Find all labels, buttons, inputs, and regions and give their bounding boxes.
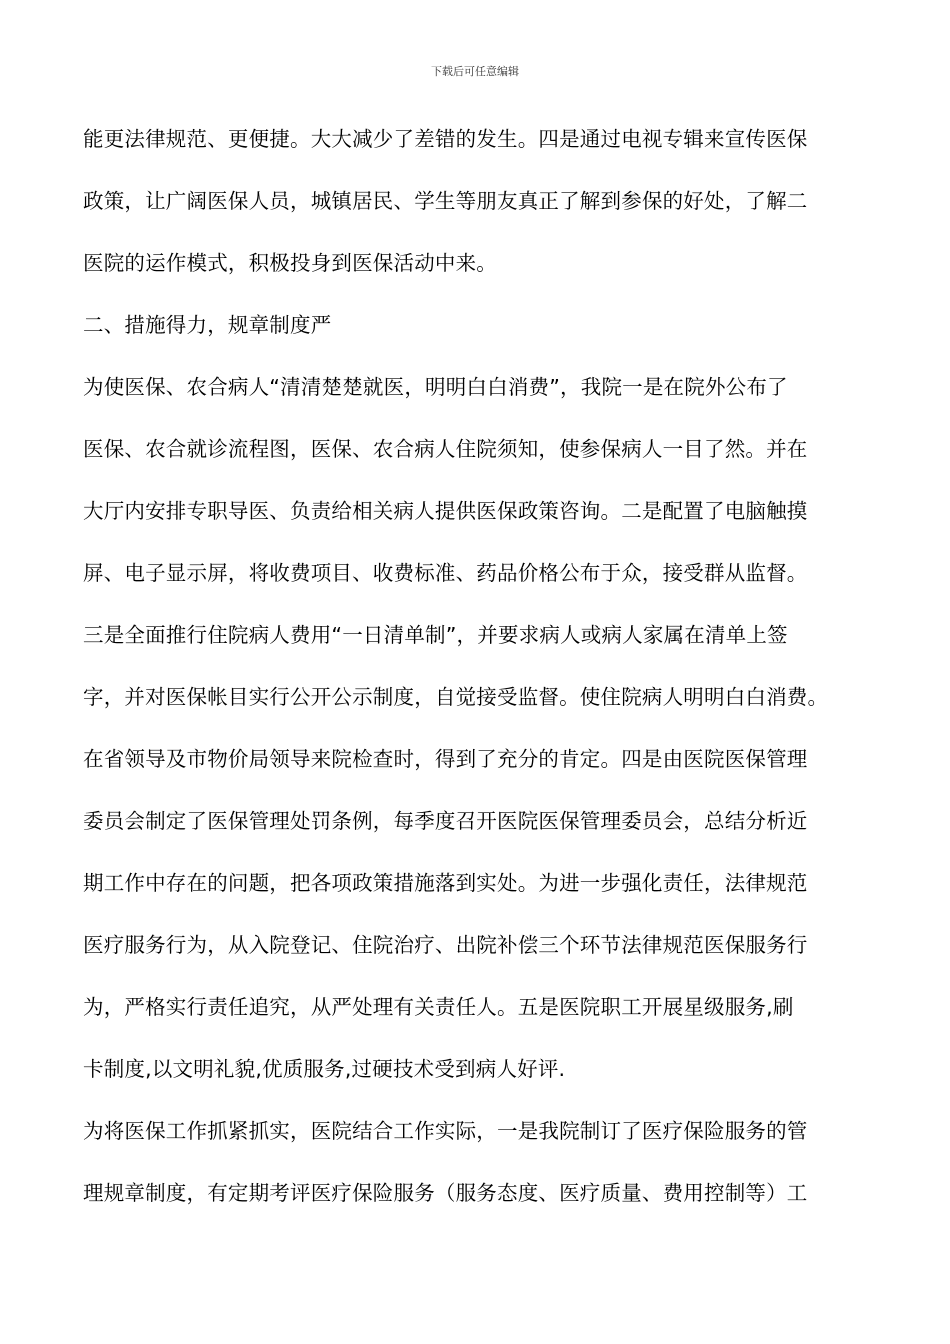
text-line: 能更法律规范、更便捷。大大减少了差错的发生。四是通过电视专辑来宣传医保 [83, 127, 808, 151]
text-line: 政策，让广阔医保人员，城镇居民、学生等朋友真正了解到参保的好处，了解二 [83, 189, 808, 213]
text-line: 三是全面推行住院病人费用“一日清单制”，并要求病人或病人家属在清单上签 [83, 623, 788, 647]
page-header: 下载后可任意编辑 [431, 65, 519, 78]
text-line: 大厅内安排专职导医、负责给相关病人提供医保政策咨询。二是配置了电脑触摸 [83, 499, 808, 523]
text-line: 为将医保工作抓紧抓实，医院结合工作实际，一是我院制订了医疗保险服务的管 [83, 1119, 808, 1143]
text-line: 屏、电子显示屏，将收费项目、收费标准、药品价格公布于众，接受群从监督。 [83, 561, 808, 585]
text-line: 为，严格实行责任追究，从严处理有关责任人。五是医院职工开展星级服务,刷 [83, 995, 794, 1019]
text-line: 在省领导及市物价局领导来院检查时，得到了充分的肯定。四是由医院医保管理 [83, 747, 808, 771]
text-line: 字，并对医保帐目实行公开公示制度，自觉接受监督。使住院病人明明白白消费。 [83, 685, 829, 709]
section-heading: 二、措施得力，规章制度严 [83, 313, 332, 337]
text-line: 医保、农合就诊流程图，医保、农合病人住院须知，使参保病人一目了然。并在 [83, 437, 808, 461]
text-line: 期工作中存在的问题，把各项政策措施落到实处。为进一步强化责任，法律规范 [83, 871, 808, 895]
text-line: 医院的运作模式，积极投身到医保活动中来。 [83, 251, 497, 275]
text-line: 委员会制定了医保管理处罚条例，每季度召开医院医保管理委员会，总结分析近 [83, 809, 808, 833]
text-line: 卡制度,以文明礼貌,优质服务,过硬技术受到病人好评. [83, 1057, 566, 1081]
text-line: 理规章制度，有定期考评医疗保险服务（服务态度、医疗质量、费用控制等）工 [83, 1181, 808, 1205]
text-line: 医疗服务行为，从入院登记、住院治疗、出院补偿三个环节法律规范医保服务行 [83, 933, 808, 957]
document-body [83, 108, 883, 1224]
text-line: 为使医保、农合病人“清清楚楚就医，明明白白消费”，我院一是在院外公布了 [83, 375, 788, 399]
